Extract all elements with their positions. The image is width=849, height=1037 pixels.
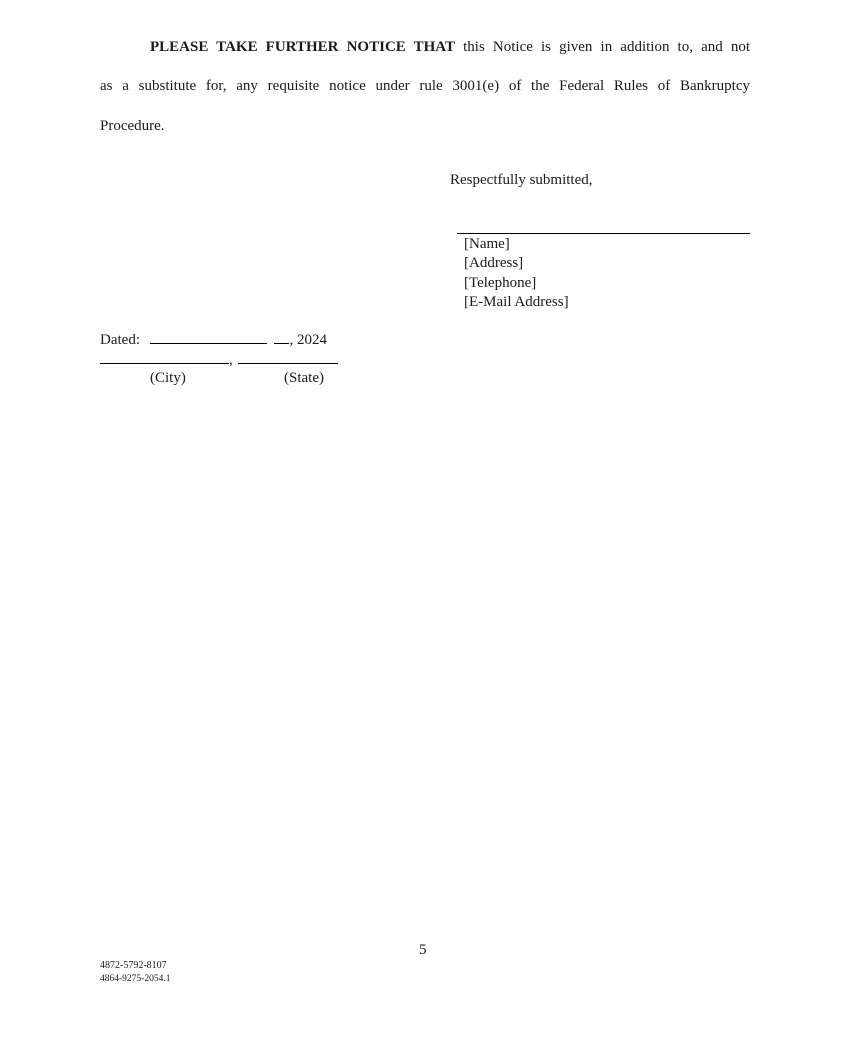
signature-block [464, 235, 569, 312]
city-state-row: , [100, 351, 338, 369]
city-label: (City) [150, 370, 186, 386]
dated-year: , 2024 [289, 332, 327, 348]
signature-telephone: [Telephone] [464, 274, 537, 291]
signature-name: [Name] [464, 236, 510, 252]
city-blank[interactable] [100, 351, 229, 364]
dated-label: Dated: [100, 332, 140, 348]
document-id-2: 4864-9275-2054.1 [100, 974, 171, 984]
signature-address: [Address] [464, 255, 524, 272]
notice-line-1-text: this Notice is given in addition to, and not [463, 39, 751, 55]
signature-line [457, 233, 750, 234]
dated-month-blank[interactable] [150, 331, 267, 344]
state-blank[interactable] [238, 351, 338, 364]
dated-row [100, 331, 327, 349]
signature-email: [E-Mail Address] [464, 293, 569, 310]
notice-paragraph-line-2: as a substitute for, any requisite notice under rule 3001(e) of the Federal Rules of Bankruptcy [100, 78, 750, 94]
state-label: (State) [284, 370, 324, 386]
document-id-1: 4872-5792-8107 [100, 960, 167, 971]
closing-text: Respectfully submitted, [450, 172, 593, 188]
dated-day-blank[interactable] [274, 331, 289, 344]
page-number: 5 [419, 942, 427, 958]
notice-paragraph-line-3: Procedure. [100, 118, 165, 134]
notice-bold-lead: PLEASE TAKE FURTHER NOTICE THAT [150, 39, 456, 55]
notice-paragraph-line-1 [150, 38, 750, 56]
